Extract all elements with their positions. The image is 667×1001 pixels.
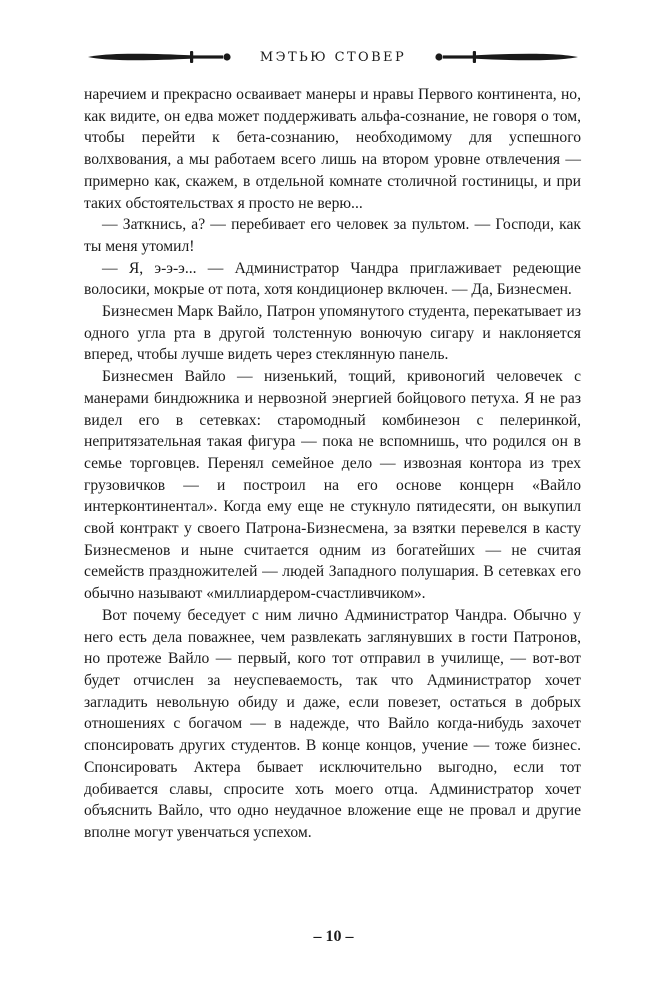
running-title: МЭТЬЮ СТОВЕР (259, 49, 407, 65)
paragraph: — Я, э-э-э... — Администратор Чандра приглаживает редеющие волосики, мокрые от пота, хотя кондиционер включен. — Да, Бизнесмен. (84, 259, 581, 299)
running-header (86, 44, 580, 70)
paragraph: Бизнесмен Марк Вайло, Патрон упомянутого студента, перекатывает из одного угла рта в другой толстенную вонючую сигару и наклоняется вперед, чтобы лучше видеть через стеклянную панель. (84, 303, 581, 364)
paragraph: Вот почему беседует с ним лично Администратор Чандра. Обычно у него есть дела поважнее, чем развлекать заглянувших в гости Патронов, но протеже Вайло — первый, кого тот отправил в училище, — вот-вот будет отчислен за неуспеваемость, так что Администратор хочет загладить невольную обиду и даже, если повезет, остаться в добрых отношениях с богачом — в надежде, что Вайло когда-нибудь захочет спонсировать других студентов. В конце концов, учение — тоже бизнес. Спонсировать Актера бывает исключительно выгодно, если тот добивается славы, спросите хоть моего отца. Администратор хочет объяснить Вайло, что одно неудачное вложение еще не провал и другие вполне могут увенчаться успехом. (84, 606, 581, 841)
paragraph: наречием и прекрасно осваивает манеры и нравы Первого континента, но, как видите, он едва может поддерживать альфа-сознание, не говоря о том, чтобы перейти к бета-сознанию, необходимому для успешного волхвования, а мы работаем всего лишь на втором уровне отвлечения — примерно как, скажем, в отдельной комнате столичной гостиницы, и при таких обстоятельствах я просто не верю... (84, 86, 581, 212)
page-number: – 10 – (313, 928, 354, 945)
body-text (84, 84, 581, 844)
paragraph: — Заткнись, а? — перебивает его человек за пультом. — Господи, как ты меня утомил! (84, 216, 581, 255)
sword-icon (430, 50, 580, 64)
sword-icon (86, 50, 236, 64)
paragraph: Бизнесмен Вайло — низенький, тощий, кривоногий человечек с манерами биндюжника и нервозной энергией бойцового петуха. Я не раз видел его в сетевках: старомодный комбинезон с пелеринкой, непритязательная такая фигура — пока не вспомнишь, что родился он в семье торговцев. Перенял семейное дело — извозная контора из трех грузовичков — и построил на его основе концерн «Вайло интерконтинентал». Когда ему еще не стукнуло пятидесяти, он выкупил свой контракт у своего Патрона-Бизнесмена, за взятки перевелся в касту Бизнесменов и ныне считается одним из богатейших — не считая семейств праздножителей — людей Западного полушария. В сетевках его обычно называют «миллиардером-счастливчиком». (84, 368, 581, 603)
